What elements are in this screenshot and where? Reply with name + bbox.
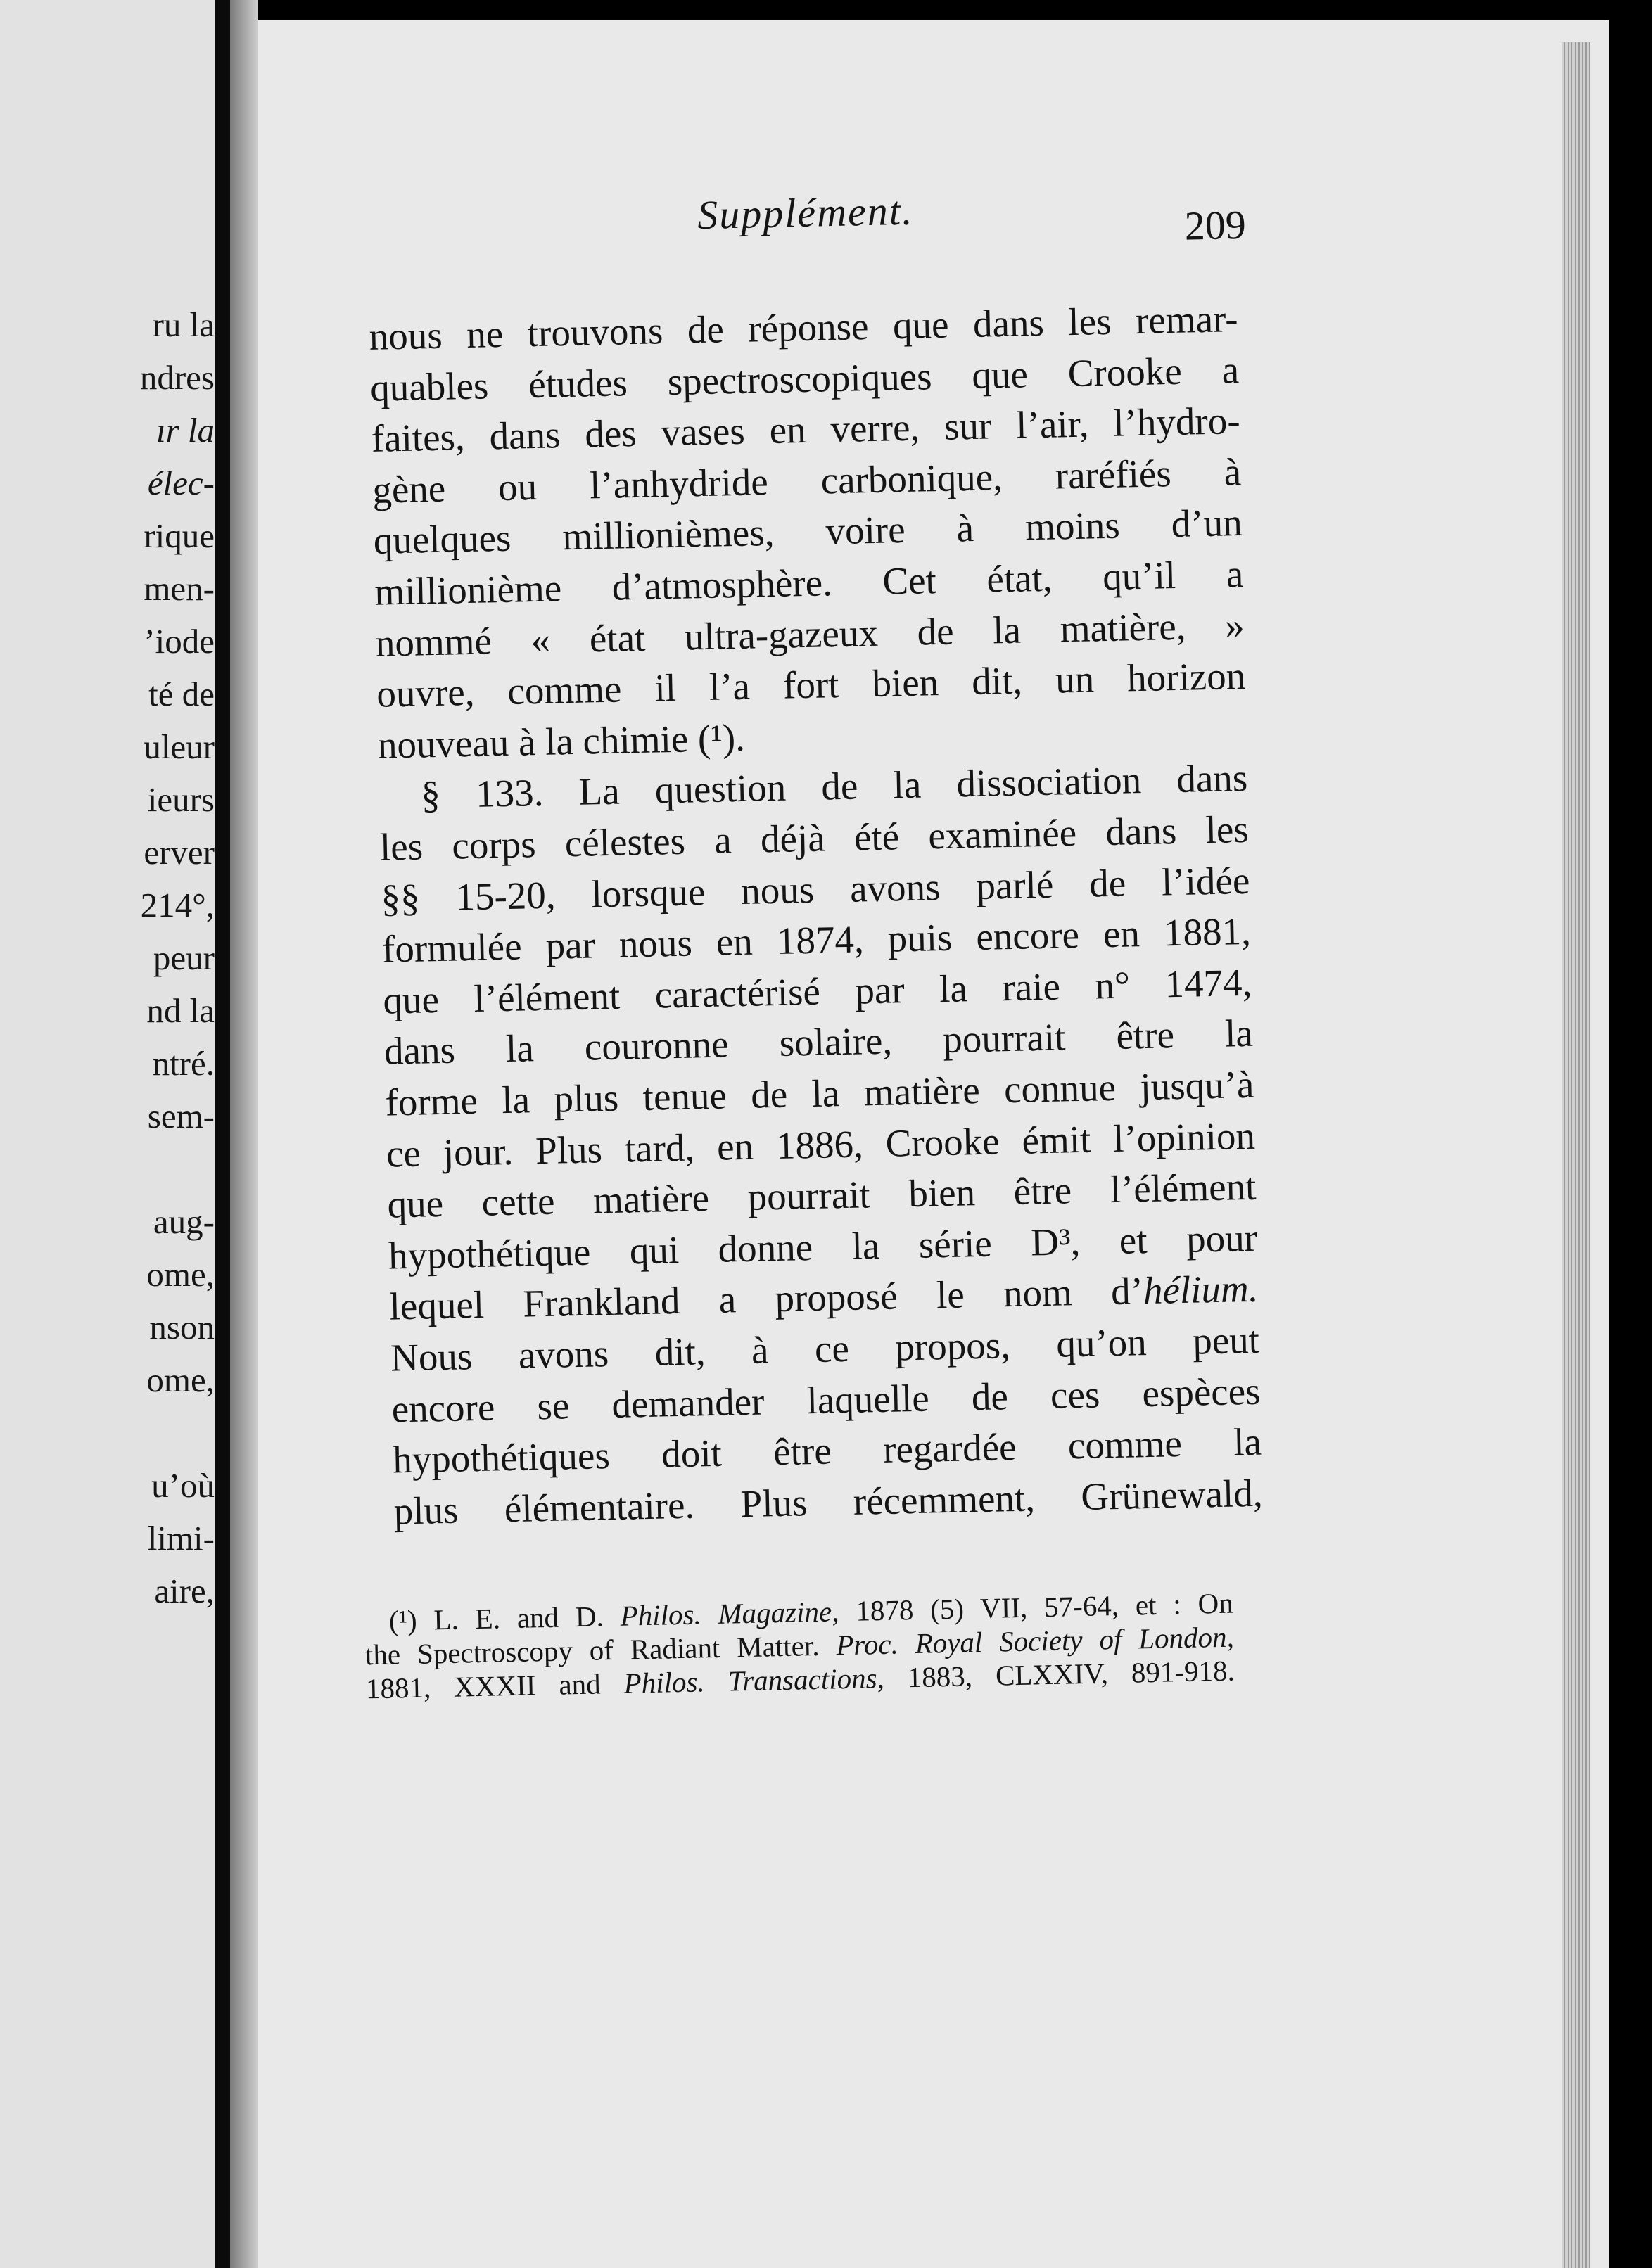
body-line: nouveau à la chimie (¹). [377, 715, 746, 767]
body-line: encore se demander laquelle de ces espèces [391, 1369, 1262, 1431]
page-number: 209 [1184, 201, 1247, 249]
left-page-line: ome, [146, 1255, 215, 1294]
body-line: les corps célestes a déjà été examinée dans les [379, 807, 1250, 869]
footnote-line: (¹) L. E. and D. Philos. Magazine, 1878 (5) VII, 57-64, et : On [388, 1586, 1234, 1637]
left-page-line: ’iode [144, 622, 215, 661]
left-page-line: 214°, [140, 886, 215, 924]
body-line: plus élémentaire. Plus récemment, Grünewald, [393, 1471, 1264, 1533]
left-page-line: aire, [154, 1572, 215, 1610]
left-page-line: ru la [152, 305, 215, 344]
left-page-line: men- [144, 569, 215, 608]
body-line: formulée par nous en 1874, puis encore en 1881, [381, 910, 1252, 971]
body-line: dans la couronne solaire, pourrait être la [383, 1012, 1254, 1074]
body-line: que cette matière pourrait bien être l’élément [386, 1164, 1257, 1226]
body-line: quelques millionièmes, voire à moins d’un [373, 501, 1243, 563]
body-line: ouvre, comme il l’a fort bien dit, un horizon [376, 654, 1246, 715]
body-line: nommé « état ultra-gazeux de la matière, » [375, 603, 1245, 665]
left-page-line: ır la [155, 411, 215, 450]
body-line: lequel Frankland a proposé le nom d’hélium. [389, 1267, 1259, 1328]
left-page-line: nson [149, 1308, 215, 1346]
left-page-line: peur [153, 938, 215, 977]
left-page-line: ieurs [147, 780, 215, 819]
running-head: Supplément. [697, 187, 914, 238]
left-page-line: ome, [146, 1361, 215, 1399]
left-page-line: nd la [146, 991, 215, 1030]
left-page-line: ntré. [152, 1044, 215, 1083]
left-page-line: uleur [144, 727, 215, 766]
body-line: gène ou l’anhydride carbonique, raréfiés à [371, 450, 1242, 511]
body-line: §§ 15-20, lorsque nous avons parlé de l’idée [380, 858, 1250, 920]
body-line: ce jour. Plus tard, en 1886, Crooke émit l’opinion [386, 1114, 1256, 1176]
body-line: quables études spectroscopiques que Crooke a [369, 348, 1240, 409]
left-page-line: rique [144, 516, 215, 555]
left-page-line: sem- [147, 1097, 215, 1135]
left-page-line: aug- [153, 1202, 215, 1241]
body-line: forme la plus tenue de la matière connue jusqu’à [384, 1062, 1254, 1124]
footnote-line: the Spectroscopy of Radiant Matter. Proc. Royal Society of London, [364, 1620, 1235, 1671]
body-line: Nous avons dit, à ce propos, qu’on peut [390, 1318, 1260, 1380]
body-line: hypothétiques doit être regardée comme la [392, 1420, 1262, 1482]
left-page-line: élec- [147, 464, 215, 502]
left-page-line: u’où [151, 1466, 215, 1505]
body-line: que l’élément caractérisé par la raie n° 1474, [382, 960, 1252, 1022]
body-line: faites, dans des vases en verre, sur l’air, l’hydro- [371, 399, 1241, 461]
left-page-line: ndres [139, 358, 215, 397]
footnote-line: 1881, XXXII and Philos. Transactions, 1883, CLXXIV, 891-918. [365, 1654, 1235, 1705]
helium-word: hélium. [1143, 1267, 1259, 1313]
left-page-line: té de [148, 675, 215, 713]
left-page-line: limi- [147, 1519, 215, 1557]
body-line: millionième d’atmosphère. Cet état, qu’il a [374, 552, 1244, 613]
left-page-line: erver [144, 833, 215, 872]
body-line: § 133. La question de la dissociation dans [420, 756, 1248, 817]
body-line: nous ne trouvons de réponse que dans les remar- [369, 297, 1239, 358]
body-line: hypothétique qui donne la série D³, et pour [388, 1216, 1258, 1278]
